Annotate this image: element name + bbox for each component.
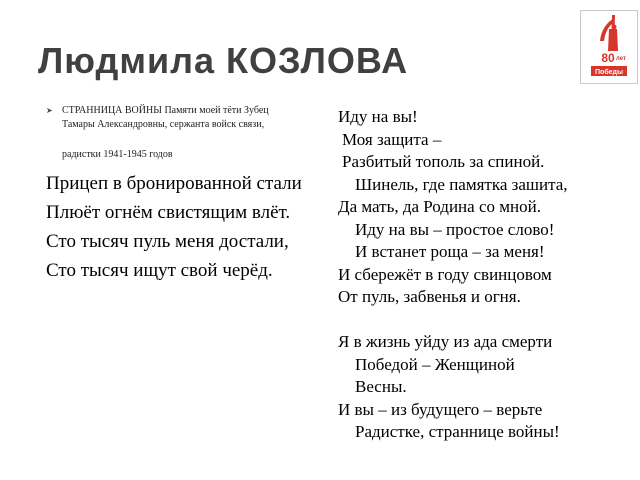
right-poem [338,106,634,444]
left-poem [46,172,316,282]
poem-line: Весны. [355,377,407,396]
subtitle-line: СТРАННИЦА ВОЙНЫ Памяти моей тёти Зубец [62,105,269,116]
bullet-arrow-icon: ➤ [46,106,53,115]
poem-line: Моя защита – [342,129,442,149]
subtitle-bullet [46,104,316,162]
poem-line: Плюёт огнём свистящим влёт. [46,202,291,223]
poem-line: Победой – Женщиной [355,354,515,374]
poem-line: И встанет роща – за меня! [355,242,545,261]
poem-line: Шинель, где памятка зашита, [355,174,568,194]
poem-line: Я в жизнь уйду из ада смерти [338,332,553,351]
poem-line: Сто тысяч пуль меня достали, [46,231,289,252]
poem-line: Иду на вы – простое слово! [355,219,555,239]
poem-line: Да мать, да Родина со мной. [338,197,541,216]
subtitle-line: радистки 1941-1945 годов [62,149,173,160]
left-column [46,104,316,288]
poem-stanza-break [338,309,634,332]
poem-line: Радистке, страннице войны! [355,422,560,441]
poem-line: От пуль, забвенья и огня. [338,287,521,306]
poem-line: Сто тысяч ищут свой черёд. [46,260,273,281]
page-title: Людмила КОЗЛОВА [38,40,409,81]
svg-text:лет: лет [616,56,626,62]
poem-line: Разбитый тополь за спиной. [342,152,545,171]
victory-80-emblem-icon [581,11,637,83]
svg-text:80: 80 [601,51,615,65]
svg-text:Победы: Победы [595,69,623,76]
poem-line: И сбережёт в году свинцовом [338,264,552,284]
poem-line: И вы – из будущего – верьте [338,399,543,419]
poem-line: Прицеп в бронированной стали [46,173,302,194]
subtitle-line: Тамары Александровны, сержанта войск связи, [62,119,265,130]
poem-line: Иду на вы! [338,107,418,126]
logo-box [580,10,638,84]
